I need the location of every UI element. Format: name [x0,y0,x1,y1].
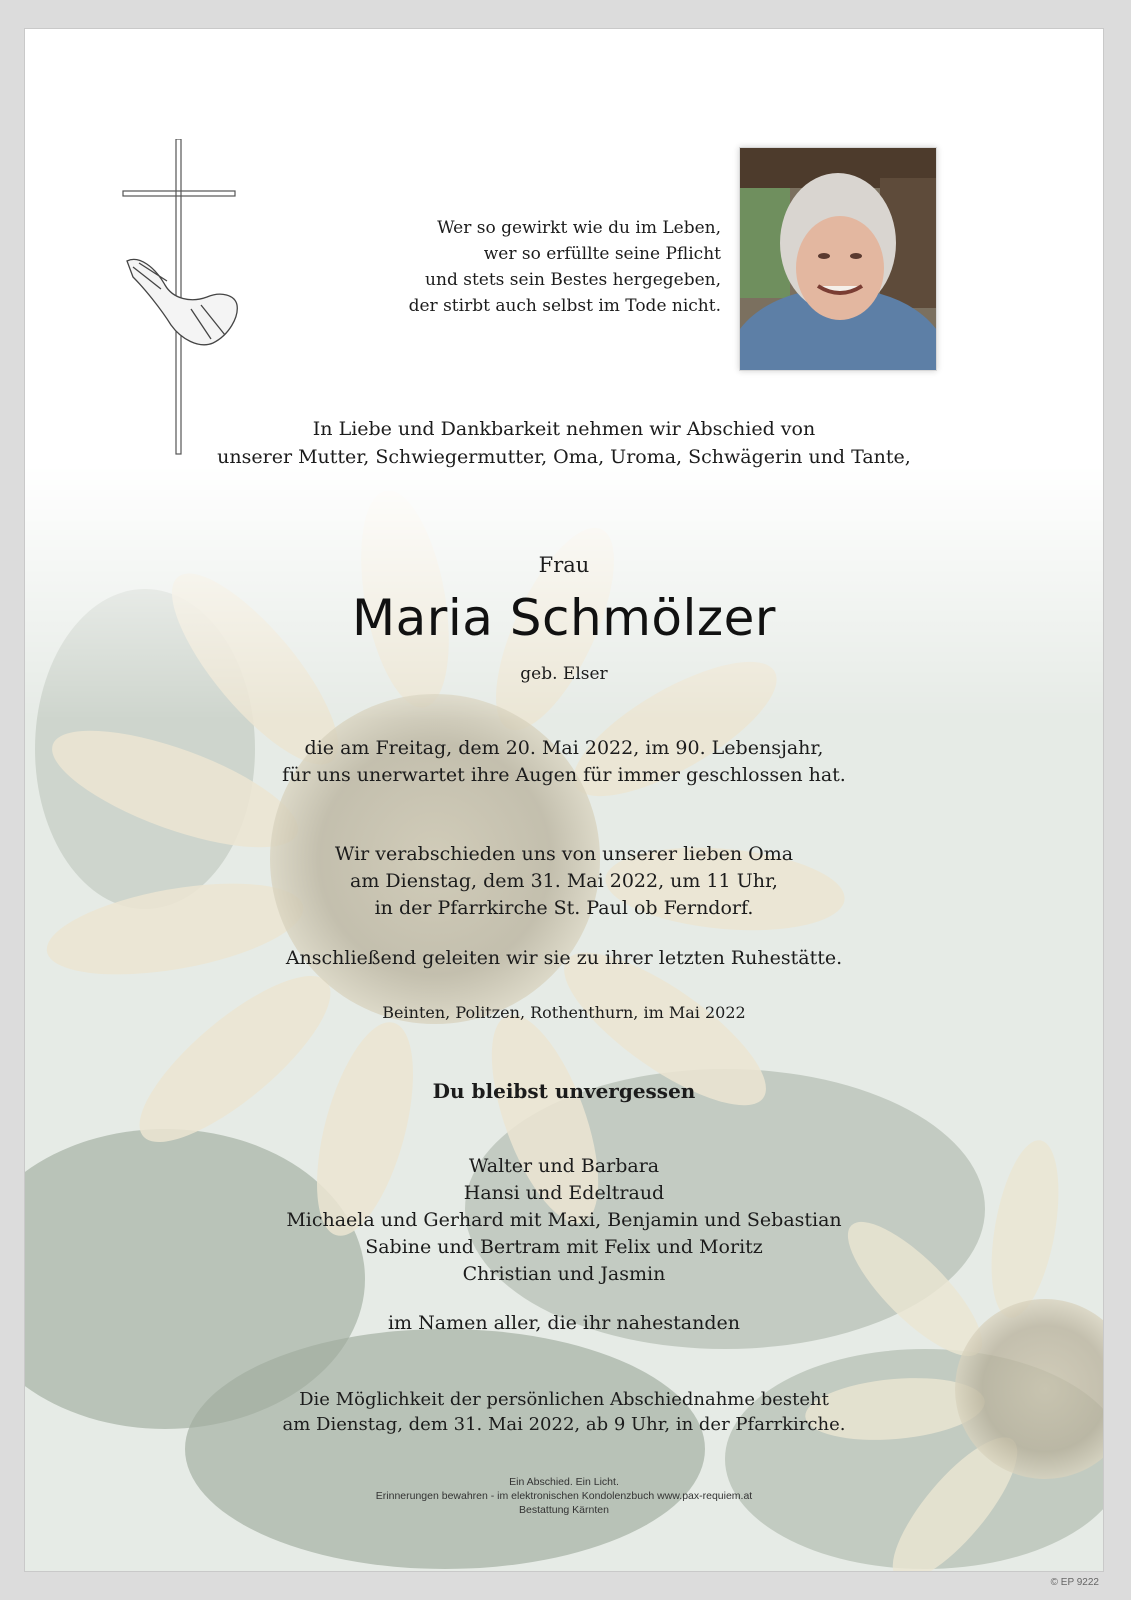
viewing-info [25,1387,1103,1437]
portrait-photo [739,147,937,371]
family-member: Christian und Jasmin [462,1263,666,1285]
death-line: für uns unerwartet ihre Augen für immer geschlossen hat. [282,764,846,786]
cross-with-praying-hands-icon [121,139,241,459]
death-line: die am Freitag, dem 20. Mai 2022, im 90. Lebensjahr, [304,737,824,759]
memorial-poem [355,215,721,319]
poem-line: und stets sein Bestes hergegeben, [425,270,721,290]
poem-line: der stirbt auch selbst im Tode nicht. [408,296,721,316]
footer-line: Bestattung Kärnten [519,1504,609,1516]
intro-text [25,415,1103,471]
footer [25,1475,1103,1517]
funeral-line: Wir verabschieden uns von unserer lieben Oma [334,843,794,865]
family-member: Michaela und Gerhard mit Maxi, Benjamin und Sebastian [286,1209,842,1231]
family-member: Sabine und Bertram mit Felix und Moritz [365,1236,763,1258]
intro-line: In Liebe und Dankbarkeit nehmen wir Abschied von [312,418,816,440]
funeral-line: am Dienstag, dem 31. Mai 2022, um 11 Uhr, [350,870,778,892]
on-behalf-note: im Namen aller, die ihr nahestanden [387,1312,741,1334]
poem-line: wer so erfüllte seine Pflicht [483,244,721,264]
deceased-name: Maria Schmölzer [352,589,776,647]
maiden-name: geb. Elser [520,664,608,684]
viewing-line: am Dienstag, dem 31. Mai 2022, ab 9 Uhr, in der Pfarrkirche. [282,1414,846,1435]
footer-line: Ein Abschied. Ein Licht. [509,1476,619,1488]
print-code: © EP 9222 [1050,1577,1099,1588]
viewing-line: Die Möglichkeit der persönlichen Abschiednahme besteht [299,1389,829,1410]
family-list [25,1153,1103,1288]
funeral-info [25,841,1103,922]
obituary-sheet [24,28,1104,1572]
footer-line: Erinnerungen bewahren - im elektronischen Kondolenzbuch www.pax-requiem.at [375,1490,753,1502]
motto: Du bleibst unvergessen [432,1079,696,1103]
death-notice [25,735,1103,789]
family-member: Hansi und Edeltraud [463,1182,665,1204]
salutation: Frau [538,553,590,577]
poem-line: Wer so gewirkt wie du im Leben, [437,218,721,238]
burial-note: Anschließend geleiten wir sie zu ihrer letzten Ruhestätte. [285,947,843,969]
intro-line: unserer Mutter, Schwiegermutter, Oma, Uroma, Schwägerin und Tante, [217,446,911,468]
place-date: Beinten, Politzen, Rothenthurn, im Mai 2022 [382,1003,746,1022]
family-member: Walter und Barbara [468,1155,660,1177]
funeral-line: in der Pfarrkirche St. Paul ob Ferndorf. [374,897,754,919]
